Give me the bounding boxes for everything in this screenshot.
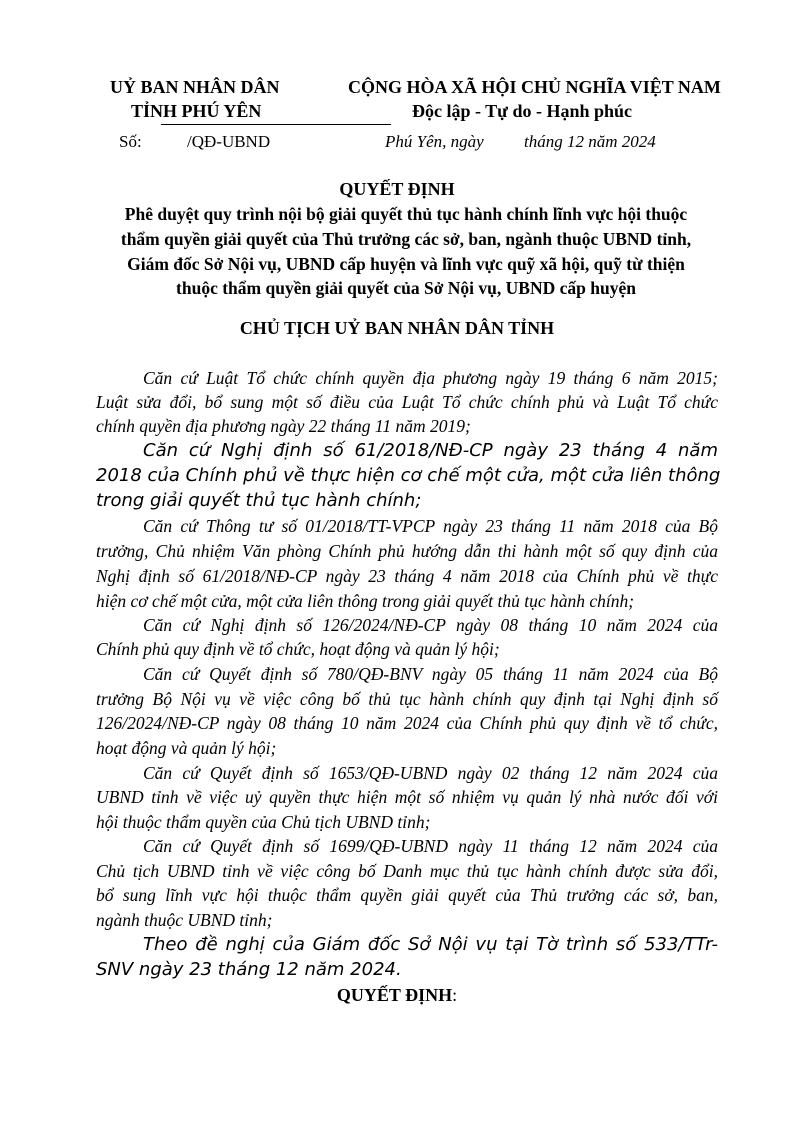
agency-underline xyxy=(161,124,391,125)
basis-line: hiện cơ chế một cửa, một cửa liên thông trong giải quyết thủ tục hành chính; xyxy=(96,591,635,611)
subtitle-line: thuộc thẩm quyền giải quyết của Sở Nội vụ, UBND cấp huyện xyxy=(176,278,636,298)
basis-line: trưởng Bộ Nội vụ về việc công bố thủ tục hành chính quy định tại Nghị định số xyxy=(96,689,718,709)
basis-line: chính quyền địa phương ngày 22 tháng 11 năm 2019; xyxy=(96,416,471,436)
proposal-line: Theo đề nghị của Giám đốc Sở Nội vụ tại Tờ trình số 533/TTr- xyxy=(143,934,718,955)
national-motto: Độc lập - Tự do - Hạnh phúc xyxy=(412,101,633,121)
document-number: /QĐ-UBND xyxy=(187,132,271,151)
basis-line: Căn cứ Nghị định số 61/2018/NĐ-CP ngày 23 tháng 4 năm xyxy=(143,440,718,461)
proposal-line: SNV ngày 23 tháng 12 năm 2024. xyxy=(96,959,402,980)
agency-name-line2: TỈNH PHÚ YÊN xyxy=(131,101,262,121)
basis-line: trong giải quyết thủ tục hành chính; xyxy=(96,490,422,511)
basis-line: Căn cứ Nghị định số 126/2024/NĐ-CP ngày 08 tháng 10 năm 2024 của xyxy=(143,615,718,635)
basis-line: UBND tỉnh về việc uỷ quyền thực hiện một số nhiệm vụ quản lý nhà nước đối với xyxy=(96,787,718,807)
decision-label: QUYẾT ĐỊNH xyxy=(336,985,453,1005)
issue-place-date: Phú Yên, ngày xyxy=(385,132,484,151)
document-number-label: Số: xyxy=(119,132,142,151)
basis-line: Căn cứ Quyết định số 780/QĐ-BNV ngày 05 tháng 11 năm 2024 của Bộ xyxy=(143,664,718,684)
basis-line: trưởng, Chủ nhiệm Văn phòng Chính phủ hướng dẫn thi hành một số quy định của xyxy=(96,541,718,561)
basis-line: Căn cứ Quyết định số 1653/QĐ-UBND ngày 02 tháng 12 năm 2024 của xyxy=(143,763,718,783)
basis-line: ngành thuộc UBND tỉnh; xyxy=(96,910,273,930)
basis-line: bổ sung lĩnh vực hội thuộc thẩm quyền giải quyết của Thủ trưởng các sở, ban, xyxy=(96,885,718,905)
subtitle-line: thẩm quyền giải quyết của Thủ trưởng các sở, ban, ngành thuộc UBND tỉnh, xyxy=(120,229,692,249)
basis-line: Chính phủ quy định về tổ chức, hoạt động và quản lý hội; xyxy=(96,639,500,659)
basis-line: Căn cứ Quyết định số 1699/QĐ-UBND ngày 11 tháng 12 năm 2024 của xyxy=(143,836,718,856)
basis-line: 126/2024/NĐ-CP ngày 08 tháng 10 năm 2024 của Chính phủ quy định về tổ chức, xyxy=(96,713,718,733)
basis-line: 2018 của Chính phủ về thực hiện cơ chế một cửa, một cửa liên thông xyxy=(96,465,721,486)
subtitle-line: Giám đốc Sở Nội vụ, UBND cấp huyện và lĩnh vực quỹ xã hội, quỹ từ thiện xyxy=(127,254,685,274)
document-heading: QUYẾT ĐỊNH xyxy=(339,179,455,199)
subtitle-line: Phê duyệt quy trình nội bộ giải quyết thủ tục hành chính lĩnh vực hội thuộc xyxy=(124,204,688,224)
basis-line: hội thuộc thẩm quyền của Chủ tịch UBND tỉnh; xyxy=(96,812,431,832)
basis-line: Căn cứ Thông tư số 01/2018/TT-VPCP ngày 23 tháng 11 năm 2018 của Bộ xyxy=(143,516,718,536)
basis-line: Nghị định số 61/2018/NĐ-CP ngày 23 tháng 4 năm 2018 của Chính phủ về thực xyxy=(96,566,718,586)
decision-colon: : xyxy=(452,985,458,1005)
basis-line: Chủ tịch UBND tỉnh về việc công bố Danh mục thủ tục hành chính được sửa đổi, xyxy=(96,861,718,881)
basis-line: Căn cứ Luật Tổ chức chính quyền địa phương ngày 19 tháng 6 năm 2015; xyxy=(143,368,718,388)
basis-line: Luật sửa đổi, bổ sung một số điều của Luật Tổ chức chính phủ và Luật Tổ chức xyxy=(96,392,718,412)
agency-name-line1: UỶ BAN NHÂN DÂN xyxy=(110,77,280,97)
national-title: CỘNG HÒA XÃ HỘI CHỦ NGHĨA VIỆT NAM xyxy=(348,77,721,97)
issue-month-year: tháng 12 năm 2024 xyxy=(524,132,656,151)
decision-heading xyxy=(0,985,794,1006)
issuing-authority: CHỦ TỊCH UỶ BAN NHÂN DÂN TỈNH xyxy=(239,318,555,338)
basis-line: hoạt động và quản lý hội; xyxy=(96,738,277,758)
